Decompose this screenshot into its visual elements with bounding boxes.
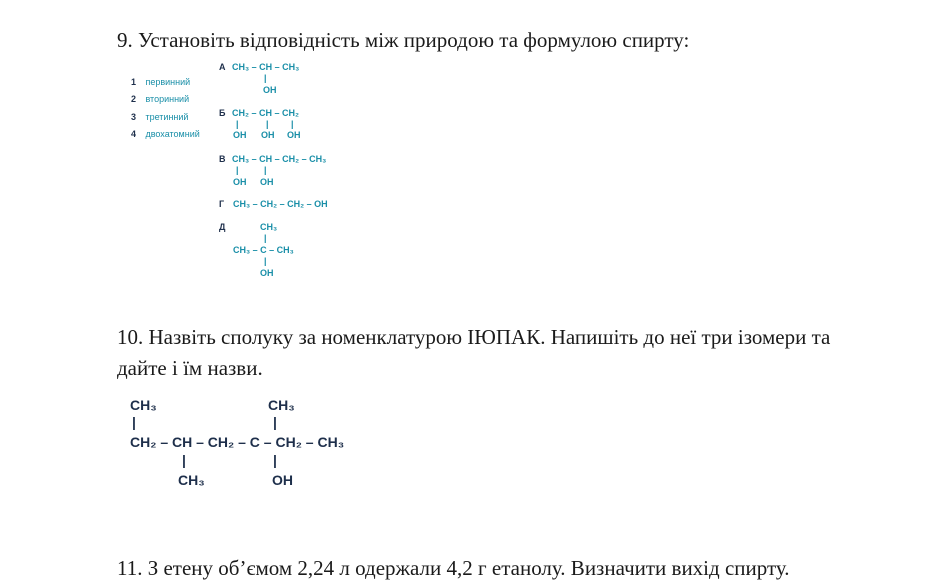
question-11-text: 11. З етену об’ємом 2,24 л одержали 4,2 г етанолу. Визначити вихід спирту. — [117, 556, 790, 580]
formula-a-main: CH₃ – CH – CH₃ — [232, 62, 300, 72]
bond-line: | — [182, 452, 186, 468]
question-9-text: 9. Установіть відповідність між природою та формулою спирту: — [117, 28, 690, 52]
formula-d-oh: OH — [260, 268, 274, 278]
formula-a-letter: А — [219, 62, 226, 72]
structure-top-ch3-1: CH₃ — [130, 397, 157, 413]
structure-bottom-ch3: CH₃ — [178, 472, 205, 488]
option-2: 2 вторинний — [131, 94, 190, 104]
formula-a-oh: OH — [263, 85, 277, 95]
formula-d-top: CH₃ — [260, 222, 278, 232]
bond-line: | — [236, 165, 239, 175]
formula-b-letter: Б — [219, 108, 226, 118]
structure-main-chain: CH₂ – CH – CH₂ – C – CH₂ – CH₃ — [130, 434, 345, 450]
formula-d-main: CH₃ – C – CH₃ — [233, 245, 294, 255]
bond-line: | — [264, 256, 267, 266]
option-4: 4 двохатомний — [131, 129, 200, 139]
bond-line: | — [291, 119, 294, 129]
formula-g-main: CH₃ – CH₂ – CH₂ – OH — [233, 199, 328, 209]
bond-line: | — [273, 452, 277, 468]
bond-line: | — [264, 233, 267, 243]
structure-bottom-oh: OH — [272, 472, 293, 488]
structure-top-ch3-2: CH₃ — [268, 397, 295, 413]
option-1: 1 первинний — [131, 77, 191, 87]
formula-b-main: CH₂ – CH – CH₂ — [232, 108, 300, 118]
formula-b-oh-1: OH — [233, 130, 247, 140]
bond-line: | — [273, 414, 277, 430]
bond-line: | — [236, 119, 239, 129]
formula-b-oh-3: OH — [287, 130, 301, 140]
formula-g-letter: Г — [219, 199, 225, 209]
formula-v-oh-2: OH — [260, 177, 274, 187]
formula-v-oh-1: OH — [233, 177, 247, 187]
formula-d-letter: Д — [219, 222, 226, 232]
option-3: 3 третинний — [131, 112, 189, 122]
formula-v-main: CH₃ – CH – CH₂ – CH₃ — [232, 154, 327, 164]
formula-v-letter: В — [219, 154, 226, 164]
bond-line: | — [266, 119, 269, 129]
bond-line: | — [132, 414, 136, 430]
bond-line: | — [264, 73, 267, 83]
bond-line: | — [264, 165, 267, 175]
formula-b-oh-2: OH — [261, 130, 275, 140]
question-10-text: 10. Назвіть сполуку за номенклатурою ІЮПАК. Напишіть до неї три ізомери та дайте і їм назви. — [117, 325, 831, 380]
